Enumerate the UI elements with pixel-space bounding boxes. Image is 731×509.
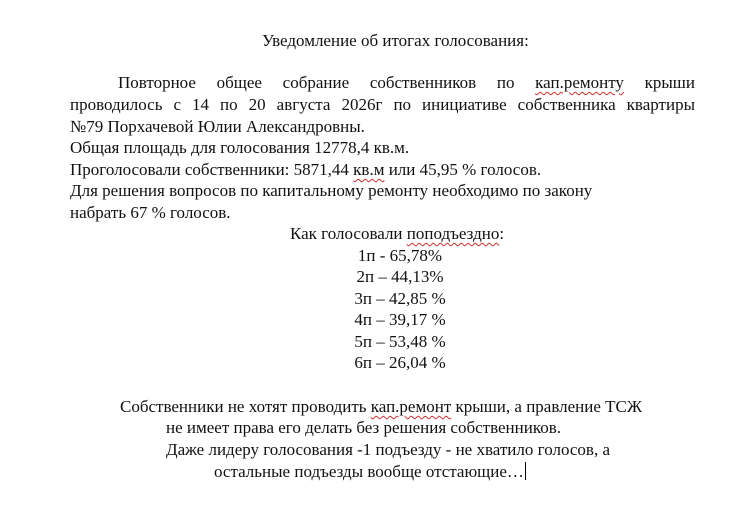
total-area-line: Общая площадь для голосования 12778,4 кв.м. (70, 138, 410, 157)
entrance-item: 1п - 65,78% (357, 246, 443, 265)
paragraph-line-1 (70, 73, 695, 93)
voted-owners-line (70, 160, 541, 180)
entrances-heading (290, 224, 504, 244)
conclusion-line-4-text: остальные подъезды вообще отстающие… (214, 462, 524, 481)
entrances-heading-start: Как голосовали (290, 224, 407, 243)
spell-flagged-word: поподъездно (406, 224, 500, 243)
paragraph-line-3: №79 Порхачевой Юлии Александровны. (70, 117, 365, 136)
entrance-item: 2п – 44,13% (356, 267, 444, 286)
conclusion-line-1-start: Собственники не хотят проводить (120, 397, 371, 416)
entrance-item: 3п – 42,85 % (354, 289, 446, 308)
conclusion-line-1 (120, 397, 642, 417)
entrance-item: 4п – 39,17 % (354, 310, 446, 329)
paragraph-line-1-start: Повторное общее собрание собственников по (118, 73, 536, 92)
spell-flagged-word: кв.м (353, 160, 385, 179)
entrances-heading-end: : (499, 224, 505, 243)
text-cursor (525, 462, 526, 480)
conclusion-line-3: Даже лидеру голосования -1 подъезду - не хватило голосов, а (166, 440, 610, 459)
entrance-item: 5п – 53,48 % (354, 332, 446, 351)
conclusion-line-4 (214, 462, 526, 482)
entrance-item: 6п – 26,04 % (354, 353, 446, 372)
spell-flagged-word: кап.ремонт (370, 397, 452, 416)
conclusion-line-2: не имеет права его делать без решения собственников. (166, 418, 562, 437)
paragraph-line-2: проводилось с 14 по 20 августа 2026г по инициативе собственника квартиры (70, 95, 695, 114)
voted-owners-start: Проголосовали собственники: 5871,44 (70, 160, 354, 179)
voted-owners-end: или 45,95 % голосов. (384, 160, 542, 179)
requirement-line-1: Для решения вопросов по капитальному ремонту необходимо по закону (70, 181, 593, 200)
spell-flagged-word: кап.ремонту (535, 73, 624, 92)
conclusion-line-1-end: крыши, а правление ТСЖ (451, 397, 643, 416)
notice-title: Уведомление об итогах голосования: (262, 31, 529, 50)
requirement-line-2: набрать 67 % голосов. (70, 203, 231, 222)
paragraph-line-1-end: крыши (623, 73, 695, 92)
